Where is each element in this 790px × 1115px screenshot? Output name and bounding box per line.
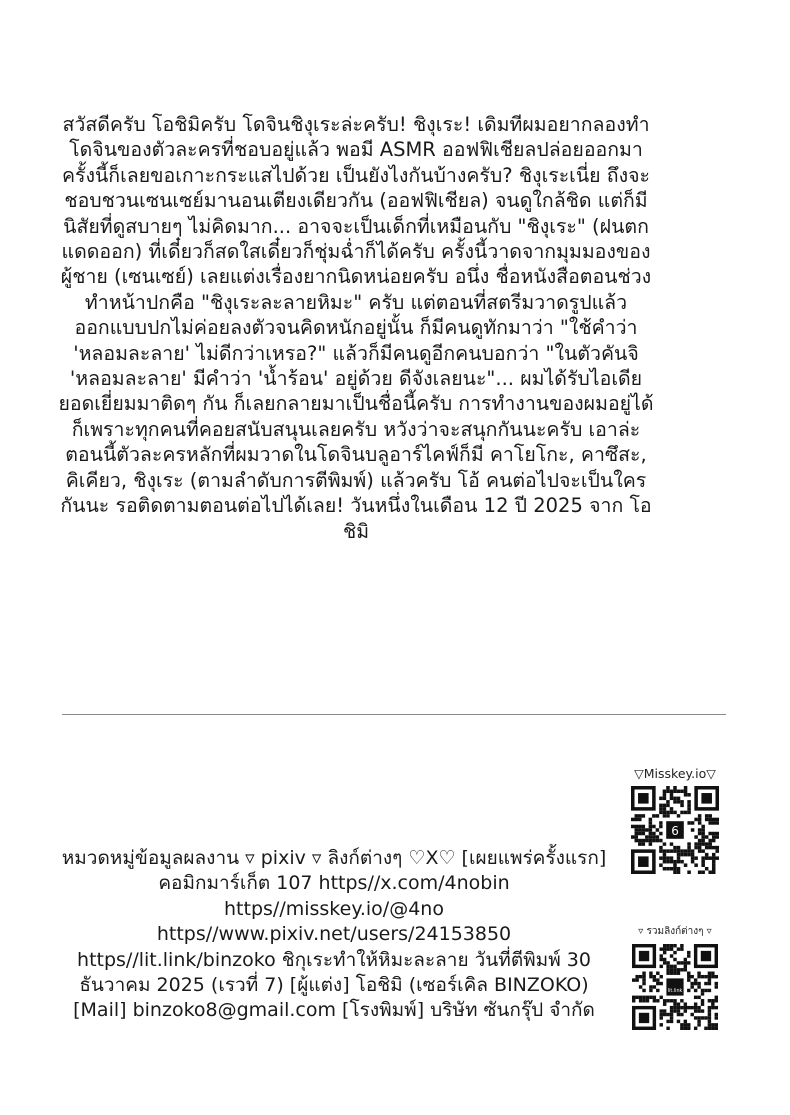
misskey-qr-block [626, 766, 724, 874]
litlink-qr-label: ▿ รวมลิงก์ต่างๆ ▿ [638, 926, 712, 937]
colophon-text: หมวดหมู่ข้อมูลผลงาน ▿ pixiv ▿ ลิงก์ต่างๆ ♡X♡ [เผยแพร่ครั้งแรก] คอมิกมาร์เก็ต 107 https//x.com/4nobin https//misskey.io/@4no https//www.pixiv.net/users/24153850 https//lit.link/binzoko ชิกุเระทำให้หิมะละลาย วันที่ตีพิมพ์ 30 ธันวาคม 2025 (เรวที่ 7) [ผู้แต่ง] โอชิมิ (เซอร์เคิล BINZOKO) [Mail] binzoko8@gmail.com [โรงพิมพ์] บริษัท ซันกรุ๊ป จำกัด [61, 847, 607, 1022]
misskey-qr-icon [630, 786, 720, 874]
afterword-text: สวัสดีครับ โอชิมิครับ โดจินชิงุเระล่ะครับ! ชิงุเระ! เดิมทีผมอยากลองทำโดจินของตัวละครที่ชอบอยู่แล้ว พอมี ASMR ออฟฟิเชียลปล่อยออกมา ครั้งนี้ก็เลยขอเกาะกระแสไปด้วย เป็นยังไงกันบ้างครับ? ชิงุเระเนี่ย ถึงจะชอบชวนเซนเซย์มานอนเตียงเดียวกัน (ออฟฟิเชียล) จนดูใกล้ชิด แต่ก็มีนิสัยที่ดูสบายๆ ไม่คิดมาก... อาจจะเป็นเด็กที่เหมือนกับ "ชิงุเระ" (ฝนตกแดดออก) ที่เดี๋ยวก็สดใสเดี๋ยวก็ชุ่มฉ่ำก็ได้ครับ ครั้งนี้วาดจากมุมมองของผู้ชาย (เซนเซย์) เลยแต่งเรื่องยากนิดหน่อยครับ อนึ่ง ชื่อหนังสือตอนช่วงทำหน้าปกคือ "ชิงุเระละลายหิมะ" ครับ แต่ตอนที่สตรีมวาดรูปแล้วออกแบบปกไม่ค่อยลงตัวจนคิดหนักอยู่นั้น ก็มีคนดูทักมาว่า "ใช้คำว่า 'หลอมละลาย' ไม่ดีกว่าเหรอ?" แล้วก็มีคนดูอีกคนบอกว่า "ในตัวคันจิ 'หลอมละลาย' มีคำว่า 'น้ำร้อน' อยู่ด้วย ดีจังเลยนะ"... ผมได้รับไอเดียยอดเยี่ยมมาติดๆ กัน ก็เลยกลายมาเป็นชื่อนี้ครับ การทำงานของผมอยู่ได้ก็เพราะทุกคนที่คอยสนับสนุนเลยครับ หวังว่าจะสนุกกันนะครับ เอาล่ะ ตอนนี้ตัวละครหลักที่ผมวาดในโดจินบลูอาร์ไคฟ์ก็มี คาโยโกะ, คาซึสะ, คิเคียว, ชิงุเระ (ตามลำดับการตีพิมพ์) แล้วครับ โอ้ คนต่อไปจะเป็นใครกันนะ รอติดตามตอนต่อไปได้เลย! วันหนึ่งในเดือน 12 ปี 2025 จาก โอชิมิ [58, 113, 654, 543]
svg-text:6: 6 [671, 823, 679, 838]
section-divider [62, 714, 726, 715]
litlink-qr-block [622, 924, 728, 1030]
litlink-qr-icon [631, 944, 719, 1030]
misskey-qr-label: ▽Misskey.io▽ [634, 766, 716, 781]
svg-text:lit.link: lit.link [667, 988, 683, 994]
